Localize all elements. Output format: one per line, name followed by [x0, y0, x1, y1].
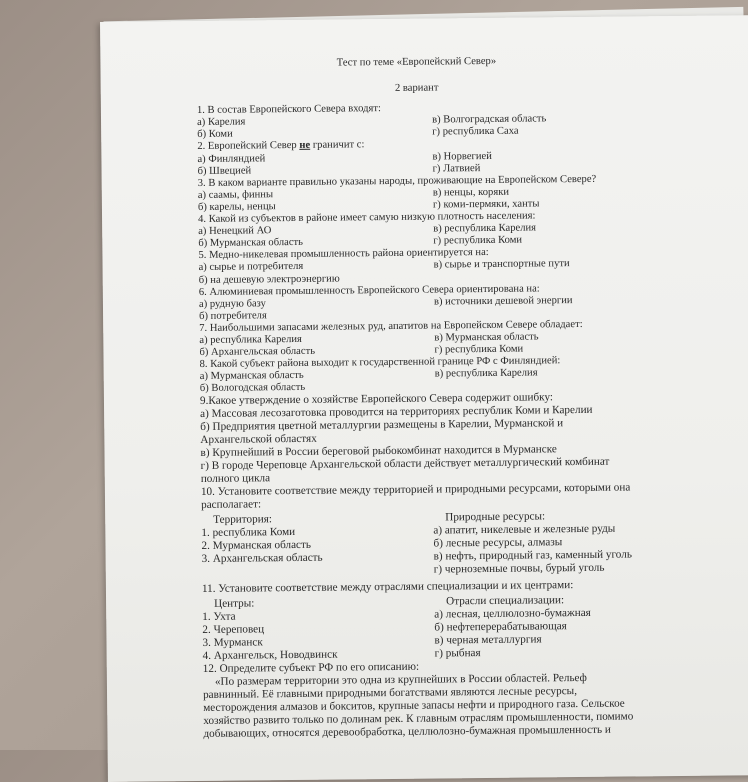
option-b: б) потребителя: [199, 310, 267, 322]
right-item-b: б) лесные ресурсы, алмазы: [433, 536, 563, 550]
page-title: Тест по теме «Европейский Север»: [336, 55, 497, 69]
test-content: [196, 53, 743, 741]
question-5: [198, 245, 738, 287]
option-d: г) Латвией: [432, 162, 481, 175]
question-6: [199, 281, 739, 323]
option-a: а) саамы, финны: [197, 189, 274, 201]
option-c: в) республика Карелия: [433, 222, 537, 235]
option-c: в) республика Карелия: [434, 367, 538, 380]
right-item-a: а) апатит, никелевые и железные руды: [433, 523, 616, 537]
option-b-line-2: Архангельской областях: [200, 433, 317, 447]
right-item-b: б) нефтеперерабатывающая: [434, 620, 567, 634]
question-text: 9.Какое утверждение о хозяйстве Европейского Севера содержит ошибку:: [199, 391, 554, 408]
option-c: в) Волгоградская область: [431, 113, 547, 126]
question-text: 1. В состав Европейского Севера входят:: [196, 103, 382, 117]
description-line-4: хозяйство развито только по долинам рек. К главным отраслям промышленности, помимо: [203, 710, 634, 728]
option-b-line-1: б) Предприятия цветной металлургии размещены в Карелии, Мурманской и: [200, 417, 564, 434]
option-d: г) коми-пермяки, ханты: [432, 198, 540, 211]
option-a: а) Карелия: [197, 116, 246, 129]
right-item-a: а) лесная, целлюлозно-бумажная: [434, 607, 591, 621]
option-c: в) Норвегией: [432, 150, 492, 163]
option-a: а) Ненецкий АО: [198, 225, 272, 238]
question-11: [202, 578, 743, 664]
question-text: 7. Наибольшими запасами железных руд, апатитов на Европейском Севере обладает:: [199, 318, 583, 334]
option-c: в) источники дешевой энергии: [433, 294, 573, 308]
option-a: а) Мурманская область: [199, 370, 304, 383]
option-b: б) Коми: [197, 128, 233, 141]
option-a: а) Финляндией: [197, 152, 266, 165]
question-12: [203, 658, 744, 742]
left-item-2: 2. Череповец: [202, 623, 265, 637]
question-text: 3. В каком варианте правильно указаны народы, проживающие на Европейском Севере?: [197, 173, 597, 189]
question-text-line-2: располагает:: [201, 498, 262, 512]
left-column-heading: Территория:: [213, 513, 273, 527]
question-3: [198, 172, 738, 214]
left-item-1: 1. Ухта: [202, 611, 236, 624]
option-b: б) карелы, ненцы: [197, 201, 276, 213]
question-text: 11. Установите соответствие между отраслями специализации и их центрами:: [201, 579, 574, 596]
description-line-5: добывающих, относятся деревообработка, целлюлозно-бумажная промышленность и: [203, 724, 611, 741]
question-7: [199, 317, 739, 359]
left-item-2: 2. Мурманская область: [201, 539, 312, 553]
test-sheet: [100, 15, 748, 782]
question-1: [197, 100, 737, 142]
option-a: а) сырье и потребителя: [198, 261, 304, 274]
question-text-line-1: 10. Установите соответствие между территорией и природными ресурсами, которыми она: [200, 481, 631, 499]
option-c: в) Крупнейший в России береговой рыбокомбинат находится в Мурманске: [200, 443, 557, 460]
right-item-d: г) рыбная: [434, 647, 481, 660]
left-column-heading: Центры:: [214, 597, 255, 611]
option-a: а) рудную базу: [198, 297, 266, 310]
left-item-1: 1. республика Коми: [201, 526, 296, 540]
option-b: б) Мурманская область: [198, 237, 304, 250]
question-10: [201, 481, 742, 580]
question-emphasis: не: [299, 140, 311, 152]
question-9: [200, 390, 741, 487]
option-b: б) Вологодская область: [199, 382, 306, 395]
option-b: б) на дешевую электроэнергию: [198, 273, 340, 286]
left-item-4: 4. Архангельск, Новодвинск: [202, 648, 338, 663]
right-item-c: в) черная металлургия: [434, 633, 542, 647]
option-d: г) республика Коми: [434, 343, 524, 356]
left-item-3: 3. Архангельская область: [201, 552, 323, 566]
option-d-line-1: г) В городе Череповце Архангельской области действует металлургический комбинат: [200, 456, 610, 473]
left-item-3: 3. Мурманск: [202, 636, 263, 650]
right-item-d: г) черноземные почвы, бурый уголь: [433, 562, 605, 576]
option-b: б) Архангельская область: [199, 345, 316, 359]
question-text-start: 2. Европейский Север: [197, 140, 300, 153]
option-d: г) республика Коми: [433, 234, 523, 247]
variant-label: 2 вариант: [394, 82, 439, 95]
option-c: в) ненцы, коряки: [432, 186, 510, 199]
option-c: в) Мурманская область: [434, 331, 539, 344]
question-2: [197, 136, 737, 178]
question-8: [200, 353, 740, 395]
question-text: 8. Какой субъект района выходит к государственной границе РФ с Финляндией:: [199, 355, 561, 371]
right-item-c: в) нефть, природный газ, каменный уголь: [433, 548, 632, 563]
option-c: в) сырье и транспортные пути: [433, 258, 570, 271]
right-column-heading: Отрасли специализации:: [446, 594, 565, 608]
option-d-line-2: полного цикла: [200, 472, 271, 486]
option-a: а) республика Карелия: [199, 333, 302, 346]
question-text: 6. Алюминиевая промышленность Европейского Севера ориентирована на:: [198, 283, 540, 298]
option-b: б) Швецией: [197, 165, 252, 177]
right-column-heading: Природные ресурсы:: [445, 510, 546, 524]
description-line-3: месторождения алмазов и бокситов, крупные запасы нефти и природного газа. Сельское: [203, 697, 625, 715]
description-line-1: «По размерам территории это одна из крупнейших в России областей. Рельеф: [214, 672, 587, 689]
question-4: [198, 208, 738, 250]
question-text-end: граничит с:: [310, 139, 365, 152]
description-line-2: равнинный. Её главными природными богатствами являются лесные ресурсы,: [202, 685, 578, 702]
question-text: 5. Медно-никелевая промышленность района ориентируется на:: [198, 247, 489, 262]
question-text: 4. Какой из субъектов в районе имеет самую низкую плотность населения:: [198, 210, 536, 226]
option-d: г) республика Саха: [432, 125, 519, 138]
question-text: 12. Определите субъект РФ по его описанию:: [202, 661, 420, 676]
option-a: а) Массовая лесозаготовка проводится на территориях республик Коми и Карелии: [200, 404, 593, 421]
